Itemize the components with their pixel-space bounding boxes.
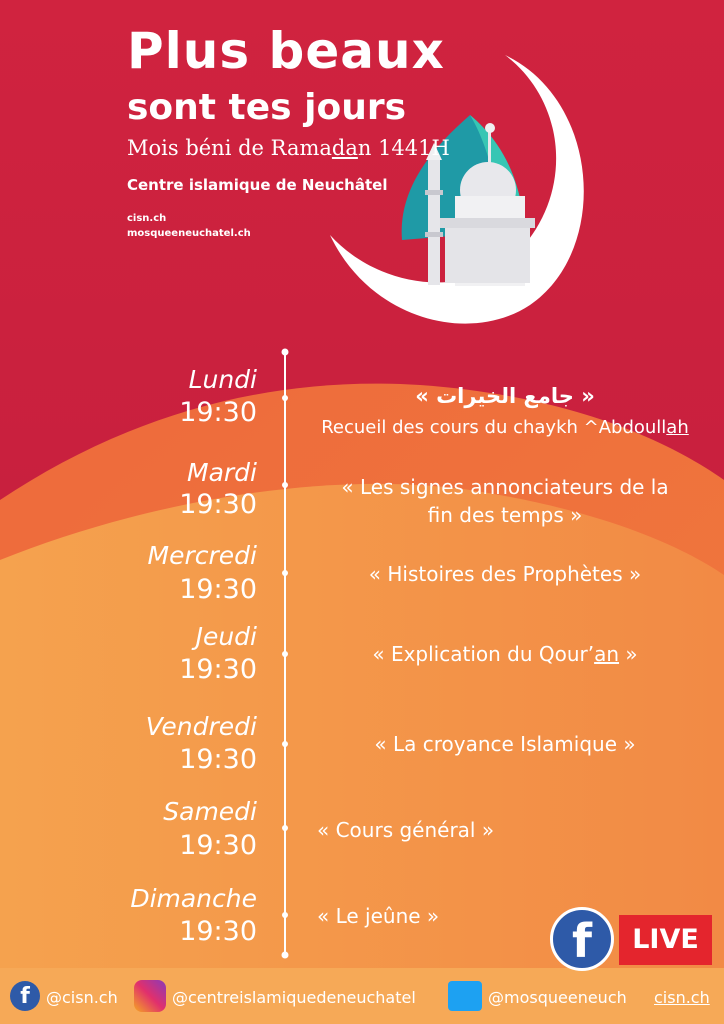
facebook-handle[interactable]: @cisn.ch bbox=[46, 988, 118, 1007]
instagram-handle[interactable]: @centreislamiquedeneuchatel bbox=[172, 988, 416, 1007]
twitter-icon[interactable] bbox=[448, 981, 482, 1011]
schedule-time: 19:30 bbox=[179, 744, 257, 775]
schedule-topic: « Explication du Qour’an » bbox=[372, 642, 638, 666]
schedule-day: Dimanche bbox=[130, 884, 257, 913]
schedule-day: Vendredi bbox=[145, 712, 257, 741]
site-link[interactable]: cisn.ch bbox=[654, 988, 710, 1007]
schedule-day: Jeudi bbox=[195, 622, 257, 651]
website-link-cisn[interactable]: cisn.ch bbox=[127, 213, 167, 224]
website-link-mosquee[interactable]: mosqueeneuchatel.ch bbox=[127, 228, 251, 239]
schedule-time: 19:30 bbox=[179, 489, 257, 520]
schedule-day: Lundi bbox=[188, 365, 257, 394]
schedule-day: Mercredi bbox=[147, 541, 257, 570]
schedule-day: Mardi bbox=[187, 458, 257, 487]
schedule-day: Samedi bbox=[163, 797, 257, 826]
schedule-time: 19:30 bbox=[179, 397, 257, 428]
poster-subtitle: Mois béni de Ramadan 1441H bbox=[127, 136, 450, 160]
instagram-icon[interactable] bbox=[134, 980, 166, 1012]
schedule-topic: « La croyance Islamique » bbox=[374, 732, 636, 756]
poster-title-line1: Plus beaux bbox=[127, 22, 445, 80]
schedule-topic-line2: fin des temps » bbox=[427, 503, 583, 527]
schedule-time: 19:30 bbox=[179, 574, 257, 605]
schedule-time: 19:30 bbox=[179, 830, 257, 861]
schedule-topic: « جامع الخيرات » bbox=[415, 384, 595, 408]
live-badge[interactable]: LIVE bbox=[619, 915, 712, 965]
poster-title-line2: sont tes jours bbox=[127, 87, 406, 128]
schedule-topic: « Cours général » bbox=[317, 818, 495, 842]
centre-name: Centre islamique de Neuchâtel bbox=[127, 176, 388, 194]
facebook-live-icon[interactable]: f bbox=[550, 907, 614, 971]
facebook-icon[interactable]: f bbox=[10, 981, 40, 1011]
schedule-topic: « Histoires des Prophètes » bbox=[368, 562, 642, 586]
schedule-topic: « Les signes annonciateurs de la bbox=[341, 475, 669, 499]
schedule-topic-detail: Recueil des cours du chaykh ^Abdoullah bbox=[321, 417, 689, 438]
schedule-time: 19:30 bbox=[179, 916, 257, 947]
twitter-handle[interactable]: @mosqueeneuch bbox=[488, 988, 627, 1007]
schedule-topic: « Le jeûne » bbox=[317, 904, 440, 928]
schedule-time: 19:30 bbox=[179, 654, 257, 685]
